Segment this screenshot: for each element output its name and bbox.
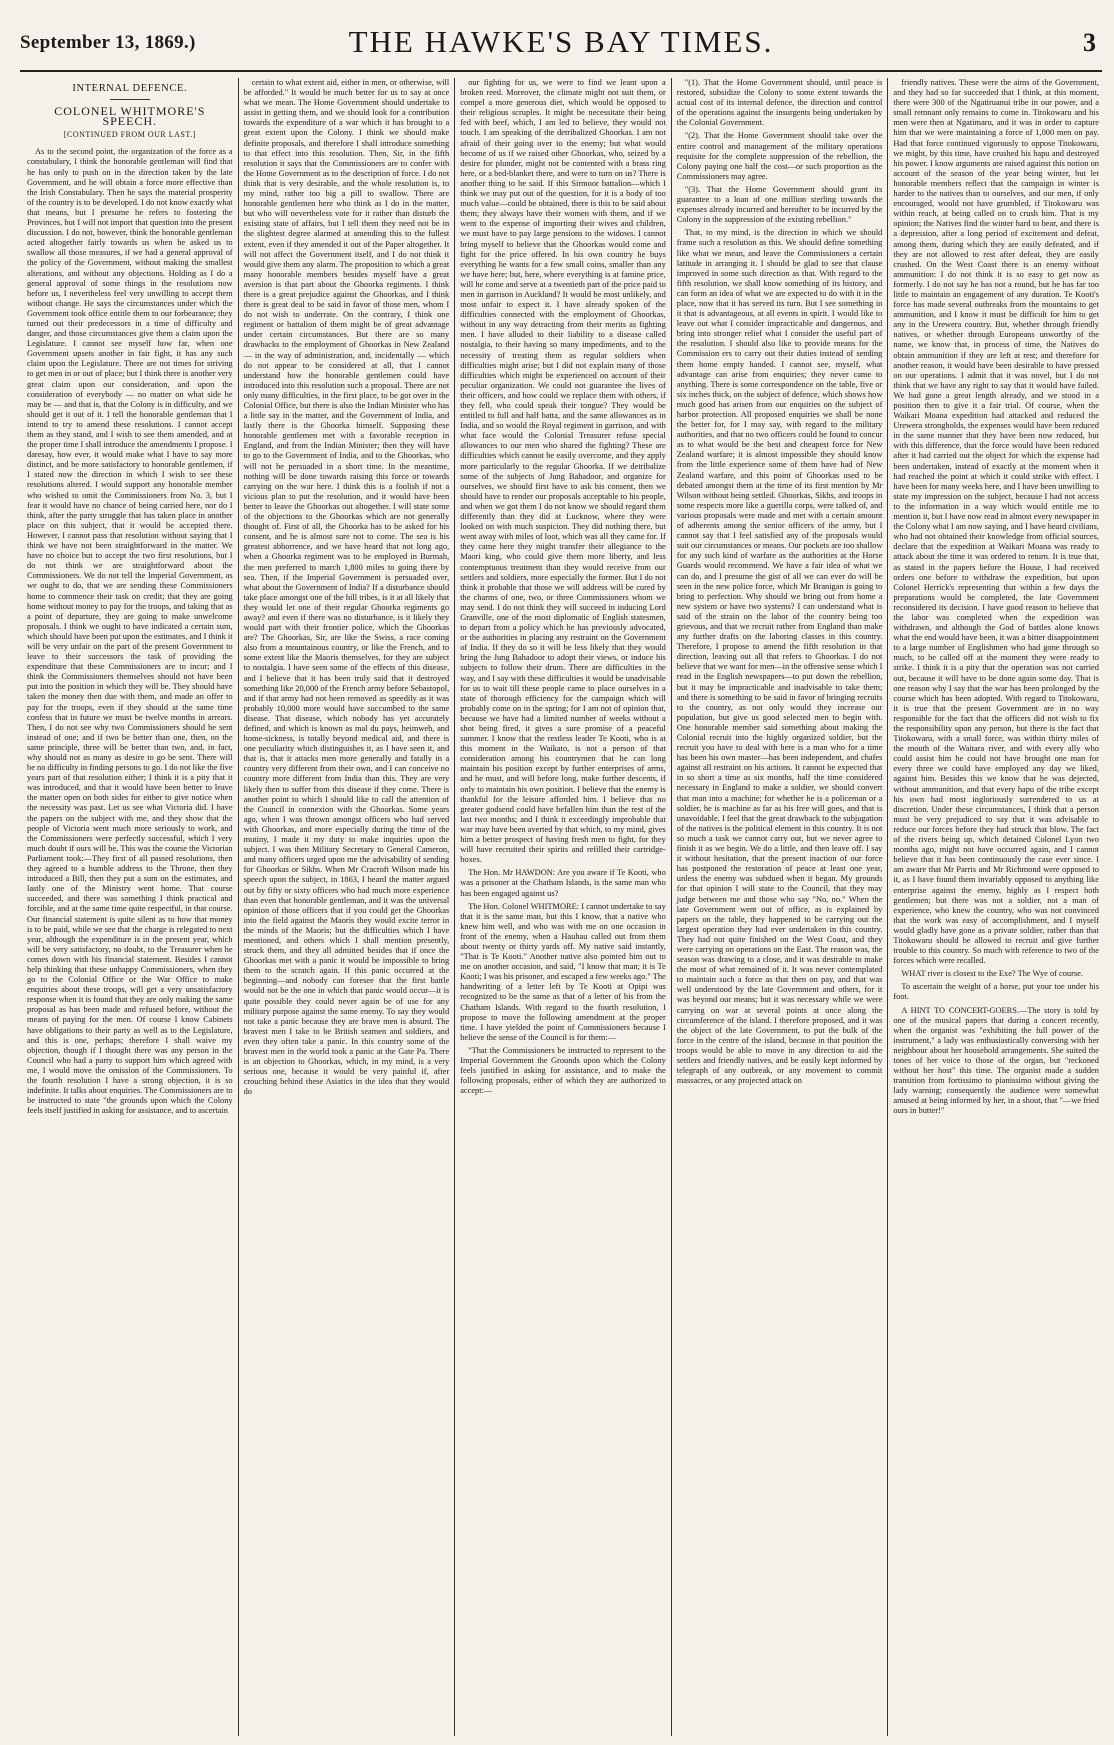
paragraph: certain to what extent aid, either in men, or otherwise, will be afforded." It would be much better for us to say at once what we mean. The Home Government should undertake to assist in getting them, and we should look for a contribution towards the expenditure of a war which it has brought to a great extent upon the Colony. I think we should make definite proposals, and therefore I shall introduce something to that effect into this resolution. Then, Sir, in the fifth resolution it says that the Commissioners are to confer with the Home Government as to the description of force. I do not think that is very desirable, and the whole resolution is, to my mind, rather too big a pill to swallow. There are honorable gentlemen here who think as I do in the matter, but who will nevertheless vote for it rather than disturb the existing state of affairs, but I tell them they need not be in the slightest degree alarmed at amending this to the fullest extent, even if they amended it out of the Paper altogether. It will not affect the Government itself, and I do not think it would give them any alarm. The proposition to which a great many honorable members besides myself have a great aversion is that part about the Ghoorka regiments. I think there is a great prejudice against the Ghoorkas, and I think there is great deal to be said in favor of those men, whom I do not wish to underrate. On the contrary, I think one regiment or battalion of them might be of great advantage under certain circumstances. But there are so many drawbacks to the employment of Ghoorkas in New Zealand — in the way of administration, and, incidentally — which do not appear to be considered at all, that I cannot understand how the honorable gentlemen could have introduced into this resolution such a proposal. There are not only many difficulties, in the first place, to be got over in the Colonial Office, but there is also the Indian Minister who has a little say in the matter, and the Government of India, and lastly there is the Ghoorka himself. Supposing these honorable gentlemen met with a favorable reception in England, and from the Indian Minister; then they will have to go to the Government of India, and to the Ghoorkas, who will not be persuaded in a short time. In the meantime, nothing will be done towards raising this force or towards carrying on the war here. I think this is a foolish if not a vicious plan to put the resolution, and it would have been better to leave the Ghoorkas out altogether. I will state some of the objections to the Ghoorkas which are not generally thought of. First of all, the Ghoorka has to be asked for his consent, and he is almost sure not to come. The sea is his greatest abhorrence, and we have heard that not long ago, when a Ghoorka regiment was to be employed in Burmah, the men preferred to march 1,800 miles to going there by sea. Then, if the Imperial Government is persuaded over, what about the Government of India? If a disturbance should take place amongst one of the hill tribes, is it at all likely that they would let one of their regular Ghoorka regiments go away? and even if there was no disturbance, is it likely they would part with their frontier police, which the Ghoorkas are? The Ghoorkas, Sir, are like the Swiss, a race coming also from a mountainous country, or like the French, and to some extent like the Maoris themselves, for they are subject to nostalgia. I have seen some of the effects of this disease, and I believe that it has been truly said that it destroyed something like 20,000 of the French army before Sebastopol, and if that army had not been removed as speedily as it was probably 10,000 more would have succumbed to the same disease. That disease, which nobody has yet accurately defined, and which is known as mal du pays, heimweh, and home-sickness, is totally beyond medical aid, and there is one peculiarity which distinguishes it, as I have seen it, and that is, that it attacks men more generally and fatally in a country very different from their own, and I can conceive no country more different from India than this. They are very likely then to suffer from this disease if they come. There is another point to which I should like to call the attention of the Council in connexion with the Ghoorkas. Some years ago, when I was thrown amongst officers who had served with Ghoorkas, and more especially during the time of the mutiny, I made it my duty to make inquiries upon the subject. I was then Military Secretary to General Cameron, and many officers urged upon me the advisability of sending for Ghoorkas or Sikhs. When Mr Cracroft Wilson made his speech upon the subject, in 1863, I heard the matter argued out by fifty or sixty officers who had much more experience than even that honorable gentleman, and it was the universal opinion of those officers that if you could get the Ghoorkas into the field against the Maoris they would excite terror in the minds of the Maoris; but the difficulties which I have mentioned, and others which I shall mention presently, struck them, and they all admitted besides that if once the Ghoorkas met with a panic it would be impossible to bring them to the scratch again. If this panic occurred at the beginning—and nobody can foresee that the first battle would not be the one in which that panic would occur—it is quite possible they could never again be of use for any military purpose against the same enemy. To say they would not take a panic because they are brave men is absurd. The bravest men I take to be British seamen and soldiers, and even they often take a panic. In this country some of the bravest men in the world took a panic at the Gate Pa. There is an objection to Ghoorkas, which, in my mind, is a very serious one, because it would be very painful if, after crouching behind these Asiatics in the idea that they would do <box>243 78 450 1097</box>
column-4 <box>671 78 888 1736</box>
newspaper-title: THE HAWKE'S BAY TIMES. <box>348 24 774 59</box>
column-text <box>27 147 233 1116</box>
paragraph: A HINT TO CONCERT-GOERS.—The story is told by one of the musical papers that during a concert recently, when the organist was "exhibiting the full power of the instrument," a lady was enthusiastically conversing with her neighbour about her household arrangements. She suited the tones of her voice to those of the organ, but "reckoned without her host" this time. The organist made a sudden transition from fortissimo to pianissimo without giving the lady warning; consequently the audience were somewhat amused at being informed by her, in a shout, that "—we fried ours in butter!" <box>893 1005 1099 1116</box>
paragraph: WHAT river is closest to the Exe? The Wye of course. <box>901 969 1083 979</box>
page-number: 3 <box>1083 28 1096 57</box>
masthead <box>20 18 1102 70</box>
column-text <box>677 78 883 1086</box>
paragraph: "(2). That the Home Government should take over the entire control and management of the military operations requisite for the complete suppression of the rebellion, the Colony paying one half the cost—or such proportion as the Commissioners may agree. <box>676 131 883 181</box>
paragraph: To ascertain the weight of a horse, put your toe under his foot. <box>893 982 1099 1002</box>
paragraph: The Hon. Colonel WHITMORE: I cannot undertake to say that it is the same man, but this I know, that a native who knew him well, and who was with me on one occasion in front of the enemy, when a Hauhau called out from them about twenty or thirty yards off. My native said instantly, "That is Te Kooti." Another native also pointed him out to me on another occasion, and said, "I know that man; it is Te Kooti; I was his prisoner, and escaped a few weeks ago." The handwriting of a letter left by Te Kooti at Opipi was recognized to be the same as that of a letter of his from the Chatham Islands. With regard to the fourth resolution, I propose to move the following amendment at the proper time. I have yielded the point of Commissioners because I believe the sense of the Council is for them:— <box>460 901 666 1042</box>
paragraph: "That the Commissioners be instructed to represent to the Imperial Government the Grounds upon which the Colony feels justified in asking for assistance, and to make the following proposals, either of which they are authorized to accept:— <box>460 1045 666 1096</box>
paragraph: our fighting for us, we were to find we leant upon a broken reed. Moreover, the climate might not suit them, or compel a more generous diet, which would be opposed to their religious scruples. It might be necessitate their being fed with beef, which, I am led to believe, they would not touch. I am speaking of the detribalized Ghoorkas. I am not afraid of their going over to the enemy; but what would become of us if we raised other Ghoorkas, who, seized by a desire for plunder, might not be contented with a brass ring here, or a bed-blanket there, and were to turn on us? There is another thing to be said. If this Sirmoor battalion—which I think we may put out of the question, for it is a body of too much value—could be obtained, there is this to be said about them; they always have their women with them, and if we went to the expense of importing their wives and children, we must have to pay large pensions to the widows. I cannot bring myself to believe that the Ghoorkas would come and fight for the price offered. In his own country he buys everything he wants for a few small coins, smaller than any we have here; but, here, where everything is at famine price, will he come and serve at a twentieth part of the price paid to men in garrison in Auckland? It would be most unlikely, and most unfair to expect it. I have already spoken of the difficulties connected with the employment of Ghoorkas, without in any way detracting from their merits as fighting men. I have alluded to their liability to a disease called nostalgia, to their having so many impediments, and to the necessity of treating them as regular soldiers when difficulties might arise; but I did not explain many of those difficulties which might be experienced on account of their peculiar organization. We could not guarantee the lives of their officers, and how could we replace them with others, if they fell, who could speak their tongue? They would be entitled to full and half batta, and the same allowances as in India, and so would the Royal regiment in garrison, and with what face would the Colonial Treasurer refuse special allowances to our men who shared the fighting? These are difficulties which cannot be easily overcome, and they apply more particularly to the regular Ghoorka. If we detribalize some of the subjects of Jung Bahadoor, and organize for ourselves, we should first have to ask his consent, then we should have to render our proposals acceptable to his people, and when we got them I do not know we should regard them differently than they did at Lucknow, where they were looked on with much suspicion. They did nothing there, but went away with miles of loot, which was all they came for. If they came here they might transfer their allegiance to the Maori king, who could give them more liberty, and less contemptuous treatment than they would receive from our settlers and soldiers, more especially the former. But I do not think it probable that those we will address will be cured by the charms of one, two, or three Commissioners whom we may send. I do not think they will succeed in inducing Lord Granville, one of the most diplomatic of English statesmen, to depart from a policy which he has previously advocated, or the authorities in placing any restraint on the Government of India. If they do so it will be less likely that they would bring the Jung Bahadoor to adopt their views, or induce his subjects to follow their drum. There are difficulties in the way, and I say with these difficulties it would be unadvisable for us to wait till these people came to place ourselves in a state of thorough efficiency for the campaign which will probably come on in the spring; for I am not of opinion that, because we have had a limited number of weeks without a shot being fired, it gives a sure promise of a peaceful summer. I know that the restless leader Te Kooti, who is at this moment in the Waikato, is not a person of that consideration among his countrymen that he can long maintain his position except by further enterprises of arms, and he must, and will before long, make further descents, if only to maintain his own position. I believe that the enemy is thankful for the leisure afforded him. I believe that no greater godsend could have befallen him than the rest of the last two months; and I think it exceedingly improbable that war may have been averted by that which, to my mind, gives him a better prospect of having fresh men to fight, for they will have recruited their spirits and refilled their cartridge-boxes. <box>460 78 666 865</box>
paragraph: That, to my mind, is the direction in which we should frame such a resolution as this. We should define something like what we mean, and leave the Commissioners a certain latitude in arranging it. I should be glad to see that clause improved in some such direction as that. With regard to the fifth resolution, we shall know something of its history, and can form an idea of what we are expected to do with it in the place, now that it has served its turn. But I see something in it that is advantageous, at all events in spirit. I would like to leave out what I consider impracticable and dangerous, and bring into stronger relief what I consider the useful part of the resolution. I should also like to provide means for the Commission ers to carry out their duties instead of sending them home empty handed. I cannot see, myself, what advantage can arise from enquiries; they never came to anything. There is some correspondence on the table, five or six inches thick, on the subject of defence, which shows how much good has arisen from our enquiries on the subject of harbor protection. All proposed enquiries we shall be none the better for, for I may say, with regard to the military authorities, and that no two officers could be found to concur as to what would be the best and cheapest force for New Zealand warfare; it is almost impossible they should know from the little experience some of them have had of New Zealand warfare, and this point of Ghoorkas used to be debated amongst them at the time of its first mention by Mr Wilson without being settled. Ghoorkas, Sikhs, and troops in some respects more like a guerilla corps, were talked of, and various proposals were made and met with a certain amount of adherents among the senior officers of the army, but I cannot say that I feel satisfied any of the proposals would suit our circumstances or means. Our pockets are too shallow for any such kind of warfare as the authorities at the Horse Guards would recommend. We have a fair idea of what we can do, and I presume the gist of all we can ever do will be seen in the new police force, which Mr Branigan is going to bring to perfection. Why should we bring out from home a new system or have two systems? I can understand what is said of the strain on the labor of the country being too grievous, and that we recruit rather from England than make any further drafts on the laboring classes in this country. Therefore, I propose to amend the fifth resolution in that direction, leaving out all that refers to Ghoorkas. I do not believe that we want for men—in the offensive sense which I read in the English newspapers—to put down the rebellion, but it may be impracticable and inadvisable to take them; and there is something to be said in favor of bringing recruits to the country, as not only would they increase our population, but give us good selected men to begin with. One honorable member said something about making the Colonial recruit into the highly organized soldier, but the recruit you have to deal with here is a man who for a time has been his own master—has been independent, and chafes against all restraint on his actions. It cannot be expected that in so short a time as six months, half the time considered necessary in England to make a soldier, we should convert that man into a machine; for whether he is a policeman or a soldier, he is machine as far as his free will goes, and that is unavoidable. I feel that the great drawback to the subjugation of the natives is the political element in this country. It is not so much a task we cannot carry out, but we never agree to finish it as we begin. We do a little, and then leave off. I say it without hesitation, that the present inaction of our force has postponed the restoration of peace at least one year, unless the enemy was subdued when it began. My grounds for that opinion I will state to the Council, that they may judge between me and those who say "No, no." When the late Government went out of office, as is explained by papers on the table, they happened to be carrying out the largest operation they had ever undertaken in this country. They had not quite finished on the West Coast, and they were carrying on operations on the East. The reason was, the season was drawing to a close, and it was desirable to make the most of what remained of it. It was never contemplated to maintain such a force as that then on pay, and that was well understood by the late Government and others, for it was beyond our means; but it was necessary while we were carrying on war at several points at once along the circumference of the island. I therefore proposed, and it was the object of the late Government, to put the bulk of the force in the centre of the island, because in that position the troops would be able to move in any direction to aid the settlers and friendly natives, and be easily kept informed by telegraph of any outbreak, or any movement to commit massacres, or any projected attack on <box>676 228 883 1086</box>
column-2 <box>238 78 455 1736</box>
paragraph: The Hon. Mr HAWDON: Are you aware if Te Kooti, who was a prisoner at the Chatham Islands, is the same man who has been engaged against us? <box>460 868 666 898</box>
paragraph: "(1). That the Home Government should, until peace is restored, subsidize the Colony to some extent towards the actual cost of its internal defence, the direction and control of the operations against the insurgents being undertaken by the Colonial Government. <box>676 78 883 128</box>
column-1 <box>22 78 238 1736</box>
paragraph: "(3). That the Home Government should grant its guarantee to a loan of one million sterling towards the expenses already incurred and hereafter to be incurred by the Colony in the suppression of the existing rebellion." <box>676 184 883 225</box>
column-5 <box>887 78 1104 1736</box>
column-text <box>244 78 450 1097</box>
section-heading: INTERNAL DEFENCE. <box>72 83 188 94</box>
paragraph: friendly natives. These were the aims of the Government, and they had so far succeeded that I think, at this moment, there were 300 of the Ngatiruanui tribe in our power, and a small remnant only remains to come in. Titokowaru and his men were then at Ngatimaru, and it was in order to capture him that we were maintaining a force of 1,000 men on pay. Had that force continued vigorously to oppose Titokowaru, we might, by this time, have crushed his hapu and destroyed his power. I know arguments are raised against this notion on account of the season of the year being winter, but let honorable members reflect that the campaign in winter is harder to the natives than to ourselves, and our men, if only encouraged, would not have grumbled, if Titokowaru was within reach, at being called on to crush him. That is my opinion; the Natives find the winter hard to bear, and there is a depression, after a long period of excitement and defeat, among them, during which they are easily defeated, and if they are not allowed to rest after defeat, they are easily crushed. On the West Coast there is an enemy without ammunition: I do not think it is so easy to get now as formerly. I do not say he has not a round, but he has far too little to maintain an engagement of any duration. Te Kooti's force has made several outbreaks from the mountains to get ammunition, and I know it must be difficult for him to get any in the Urewera country. But, whether through friendly natives, or whether through Europeans unworthy of the name, we know that, in process of time, the Natives do obtain ammunition if they are left at rest; and therefore for another reason, it would have been desirable to have pressed on our operations. I admit that it was novel, but I do not think that we have any right to say that it would have failed. We had gone a great length already, and we stood in a position then to give it a fair trial. Of course, when the Waikari Moana expedition had attacked and reduced the Urewera strongholds, the expenses would have been reduced in the same manner that they have been now reduced, but with this difference, that the force would have been reduced after it had carried out the object for which the expense had been undertaken, instead of exactly at the moment when it had reached the point at which it could strike with effect. I have been for many weeks here, and I have been unwilling to state my impression on the subject, because I had not access to the information in a way which would entitle me to mention it, but I have now read in almost every newspaper in the Colony what I am now saying, and I have heard civilians, who had not obtained their knowledge from official sources, declare that the expedition at Waikari Moana was ready to attack about the time it was ordered to return. It is true that, as stated in the papers before the House, I had received orders one before to withdraw the expedition, but upon Colonel Herrick's representing that within a few days the preparations would be completed, the late Government reconsidered its decision. I have good reason to believe that the labor was completed when the expedition was withdrawn, and although the God of battles alone knows what the end would have been, it was a bitter disappointment to a large number of Englishmen who had gone through so much, to be called off at the moment they were ready to strike. I think it is a pity that the operation was not carried out, because it will have to be done again some day. That is one reason why I say that the war has been prolonged by the course which has been adopted. With regard to Titokowaru, it is true that the present Government are in no way responsible for the fact that the officers did not wish to fix the responsibility upon any person, but there is the fact that Titokowaru, with a small force, was within thirty miles of the mouth of the Waitara river, and with every ally who could assist him he could not have brought one man for every three we could have employed any day we liked, against him. Besides this we know that he was dejected, without ammunition, and that every hapu of the tribe except his own had most ingloriously surrendered to us at discretion. Under these circumstances, I think that a person must be very prejudiced to say that it was advisable to reduce our forces before they had struck that blow. The fact of the rivers being up, which detained Colonel Lyon two months ago, might not have occurred again, and I cannot believe that it has been continuously the case ever since. I am aware that Mr Parris and Mr Richmond were opposed to it, as I have found them invariably opposed to anything like enterprise against the enemy, highly as I respect both gentlemen; but there was not a soldier, not a man of experience, who knew the country, who was not convinced that the work was easy of accomplishment, and I myself would gladly have gone as a private soldier, rather than that Titokowaru should be allowed to recruit and give further trouble to this country. So much with reference to two of the forces which were recalled. <box>893 78 1099 966</box>
heading-rule <box>110 99 150 100</box>
column-text <box>460 78 666 1096</box>
column-3 <box>454 78 671 1736</box>
paragraph: As to the second point, the organization of the force as a constabulary, I think the honorable gentleman will find that he has only to push on in the direction taken by the late Government, and he will obtain a force more effective than the Irish Constabulary. Then he says the material prosperity of the country is to be developed. I do not know exactly what that means, but I presume he refers to fostering the Provinces, but I will not import that question into the present discussion. I do not, however, think the honorable gentleman acted altogether fairly towards us when he asked us to swallow all those measures, if we had a general approval of the policy of the Government, without making the smallest alterations, and without any objections. Holding as I do a general approval of some things in the resolutions now before us, I nevertheless feel very unwilling to accept them without change. He says the circumstances under which the Government took office entitle them to our forbearance; they turned out their predecessors in a time of difficulty and danger, and those circumstances give them a claim upon the Legislature. I cannot see myself how far, when one Government upsets another in fair fight, it has any such claim upon the Legislature. There are not times for striving to get men in or out of place; but I think there is another very great claim upon our consideration, and upon the consideration of everybody — no matter on what side he may be — and that is, that the Colony is in difficulty, and we should get it out of it. I tell the honorable gentleman that I intend to try to amend these resolutions. I cannot accept them as they stand, and I wish to see them amended, and at the proper time I shall introduce the amendments I propose. I daresay, how ever, it would make what I have to say more distinct, and be more satisfactory to honorable gentlemen, if I stated now the direction in which I wish to see these resolutions altered. I would support any honorable member who wished to omit the Commissioners from No. 3, but I fear it would have no chance of being carried here, nor do I think, after the party struggle that has taken place in another place on this subject, that it would be accepted there. However, I cannot pass that resolution without saying that I think we have not been straightforward in the matter. We have no choice but to accept the two first resolutions, but I do not think we are straightforward about the Commissioners. We do not tell the Imperial Government, as we ought to do, that we are sending these Commissioners home to commence their task on credit; that they are going home without money to pay for the troops, and taking that as a point of departure, they are going to make unwelcome proposals. I think we ought to have indicated a certain sum, which should have been put upon the estimates, and I think it will be very unfair on the part of the present Government to leave to their successors the task of providing the expenditure that these Commissioners are to incur; and I think the Commissioners themselves should not have been put into the position in which they will be. They should have taken the money then due with them, and made an offer to pay for the troops, even if they should at the same time confess that in future we must be twelve months in arrears. Then, I do not see why two Commissioners should be sent instead of one; and if two be better than one, then, on the same principle, three will be better than two, and, in fact, why should not as many as desire to go be sent. There will be no difficulty in finding persons to go. I do not like the five years part of that resolution either; I think it is a pity that it was introduced, and that it would have been better to leave the matter open on both sides for either to give notice when the necessity was past. Let us see what Victoria did. I have the papers on the subject with me, and they show that the people of Victoria went much more seriously to work, and the Commissioners were perfectly successful, which I very much doubt if ours will be. This was the course the Victorian Parliament took:—They first of all passed resolutions, then they agreed to a humble address to the Throne, then they introduced a Bill, then they put a sum on the estimates, and lastly one of the Ministry went home. That course succeeded, and there was something I think practical and forcible, and at the same time quite respectful, in that course. Our financial statement is quite silent as to how that money is to be paid, while we see that the charge is relegated to next year, although the expenditure is in the present year, which will be very satisfactory, no doubt, to the Treasurer when he comes down with his financial statement. Besides I cannot help thinking that these unhappy Commissioners, when they go to the Colonial Office or the War Office to make enquiries about these troops, will get a very unsatisfactory response when it is found that they are only making the same proposal as has been made and refused before, without the means of paying for the men. Of course I know Cabinets have obligations to their party as well as to the Legislature, and this is one, perhaps; therefore I shall waive my objection, though if I thought there was any person in the Council who had a party to support him which agreed with me, I would move the omission of the Commissioners. To the fourth resolution I have a strong objection, it is so indefinite. It talks about enquiries. The Commissioners are to be instructed to state "the grounds upon which the Colony feels itself justified in asking for assistance, and to ascertain <box>27 147 233 1116</box>
issue-date: September 13, 1869.) <box>20 32 196 53</box>
masthead-rule <box>20 70 1102 72</box>
continued-note: [CONTINUED FROM OUR LAST.] <box>63 130 196 140</box>
column-text <box>893 78 1099 1117</box>
article-columns <box>22 78 1104 1736</box>
article-headline: COLONEL WHITMORE'S SPEECH. <box>54 104 206 129</box>
